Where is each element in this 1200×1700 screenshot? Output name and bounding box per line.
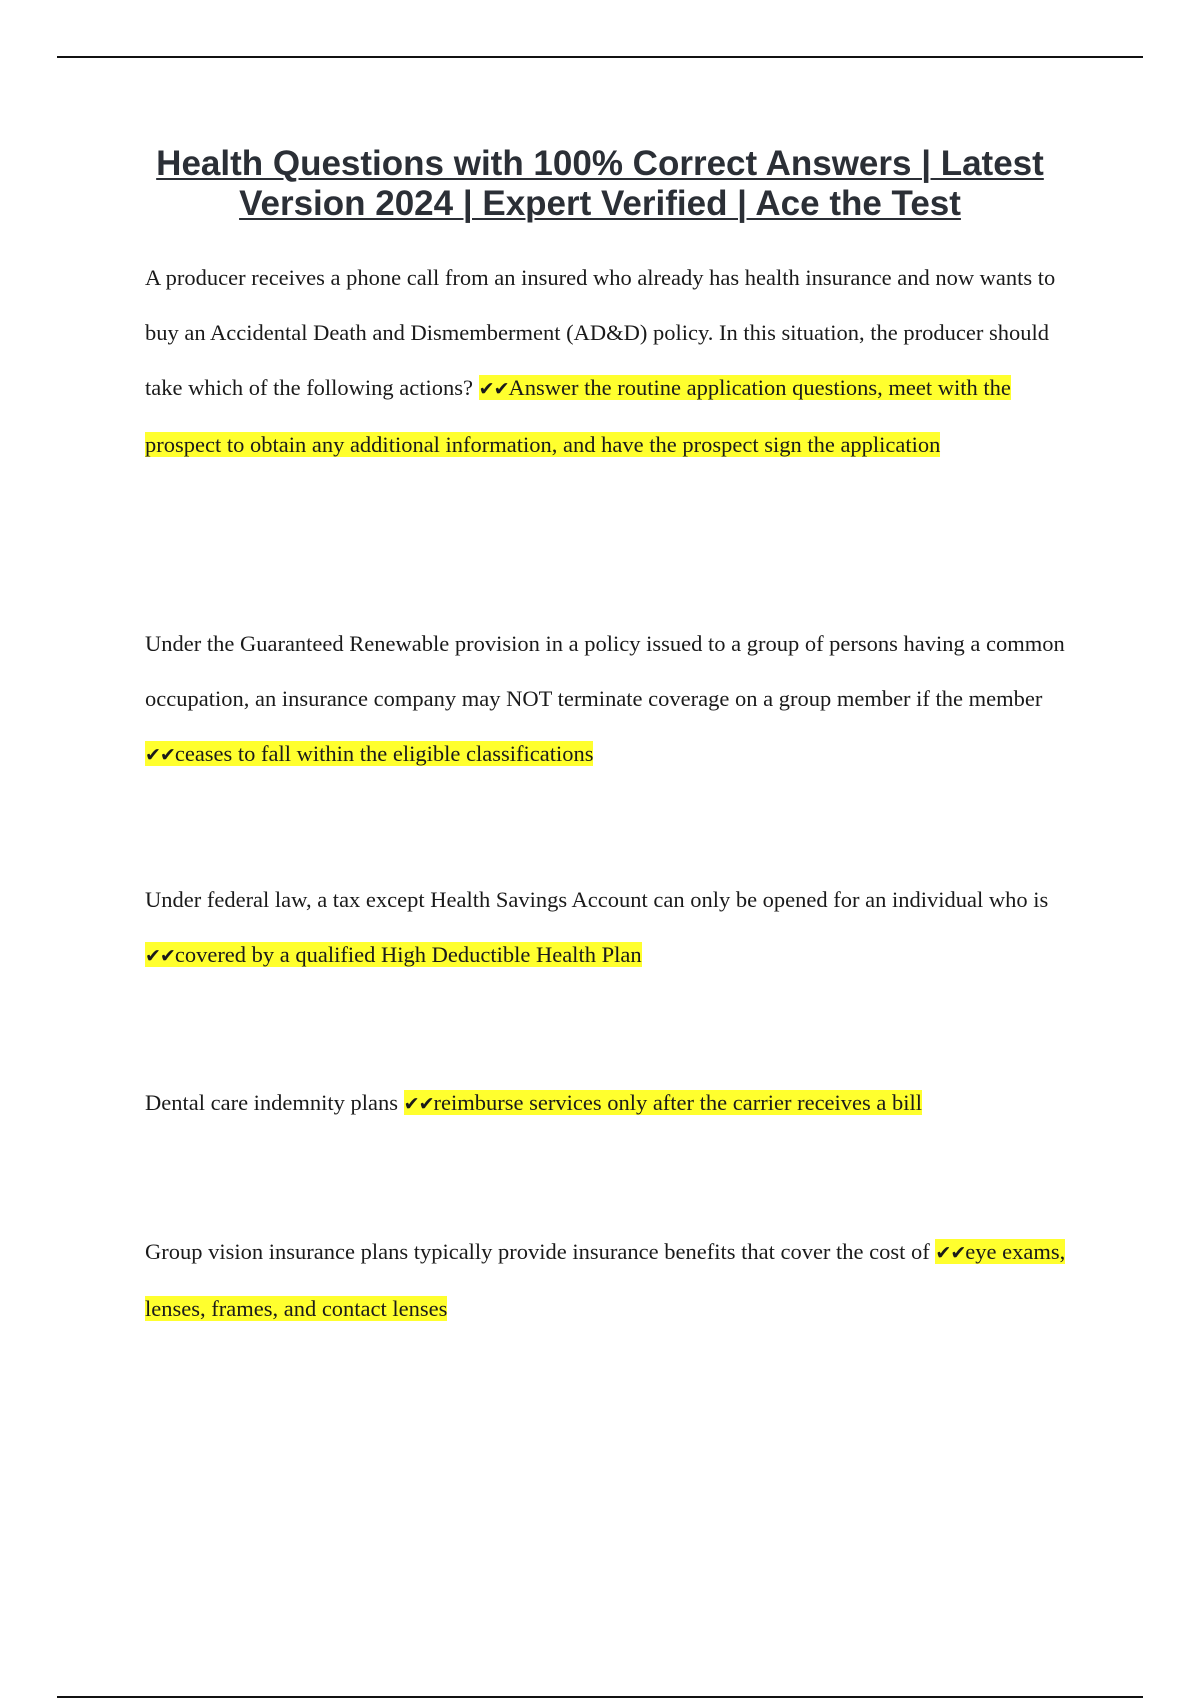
answer-text: eye exams, lenses, frames, and contact lenses: [145, 1239, 1066, 1321]
double-check-icon: ✔✔: [935, 1242, 966, 1264]
answer-highlight: [404, 1090, 922, 1115]
double-check-icon: ✔✔: [145, 945, 175, 967]
qa-item-2: [145, 616, 1085, 783]
answer-highlight: [145, 942, 642, 967]
question-text: Under federal law, a tax except Health Savings Account can only be opened for an individual who is: [145, 887, 1049, 912]
qa-item-4: [145, 1075, 1085, 1132]
answer-text: covered by a qualified High Deductible Health Plan: [174, 942, 642, 967]
qa-item-1: [145, 250, 1085, 472]
top-rule: [57, 56, 1143, 58]
question-text: Under the Guaranteed Renewable provision in a policy issued to a group of persons having a common occupation, an insurance company may NOT terminate coverage on a group member if the member: [145, 631, 1065, 711]
question-text: Dental care indemnity plans: [145, 1090, 399, 1115]
answer-highlight: [145, 741, 593, 766]
answer-text: ceases to fall within the eligible classifications: [174, 741, 594, 766]
question-text: Group vision insurance plans typically provide insurance benefits that cover the cost of: [145, 1239, 930, 1264]
qa-item-3: [145, 872, 1085, 984]
answer-text: reimburse services only after the carrier receives a bill: [433, 1090, 923, 1115]
answer-text: Answer the routine application questions, meet with the prospect to obtain any additional information, and have the prospect sign the application: [145, 375, 1011, 457]
double-check-icon: ✔✔: [403, 1093, 434, 1115]
document-title: Health Questions with 100% Correct Answers | Latest Version 2024 | Expert Verified | Ace the Test: [156, 144, 1044, 223]
qa-item-5: [145, 1224, 1085, 1336]
double-check-icon: ✔✔: [145, 744, 175, 766]
question-text: A producer receives a phone call from an insured who already has health insurance and now wants to buy an Accidental Death and Dismemberment (AD&D) policy. In this situation, the producer should take which of the following actions?: [145, 265, 1056, 400]
bottom-rule: [57, 1696, 1143, 1698]
double-check-icon: ✔✔: [478, 378, 509, 400]
